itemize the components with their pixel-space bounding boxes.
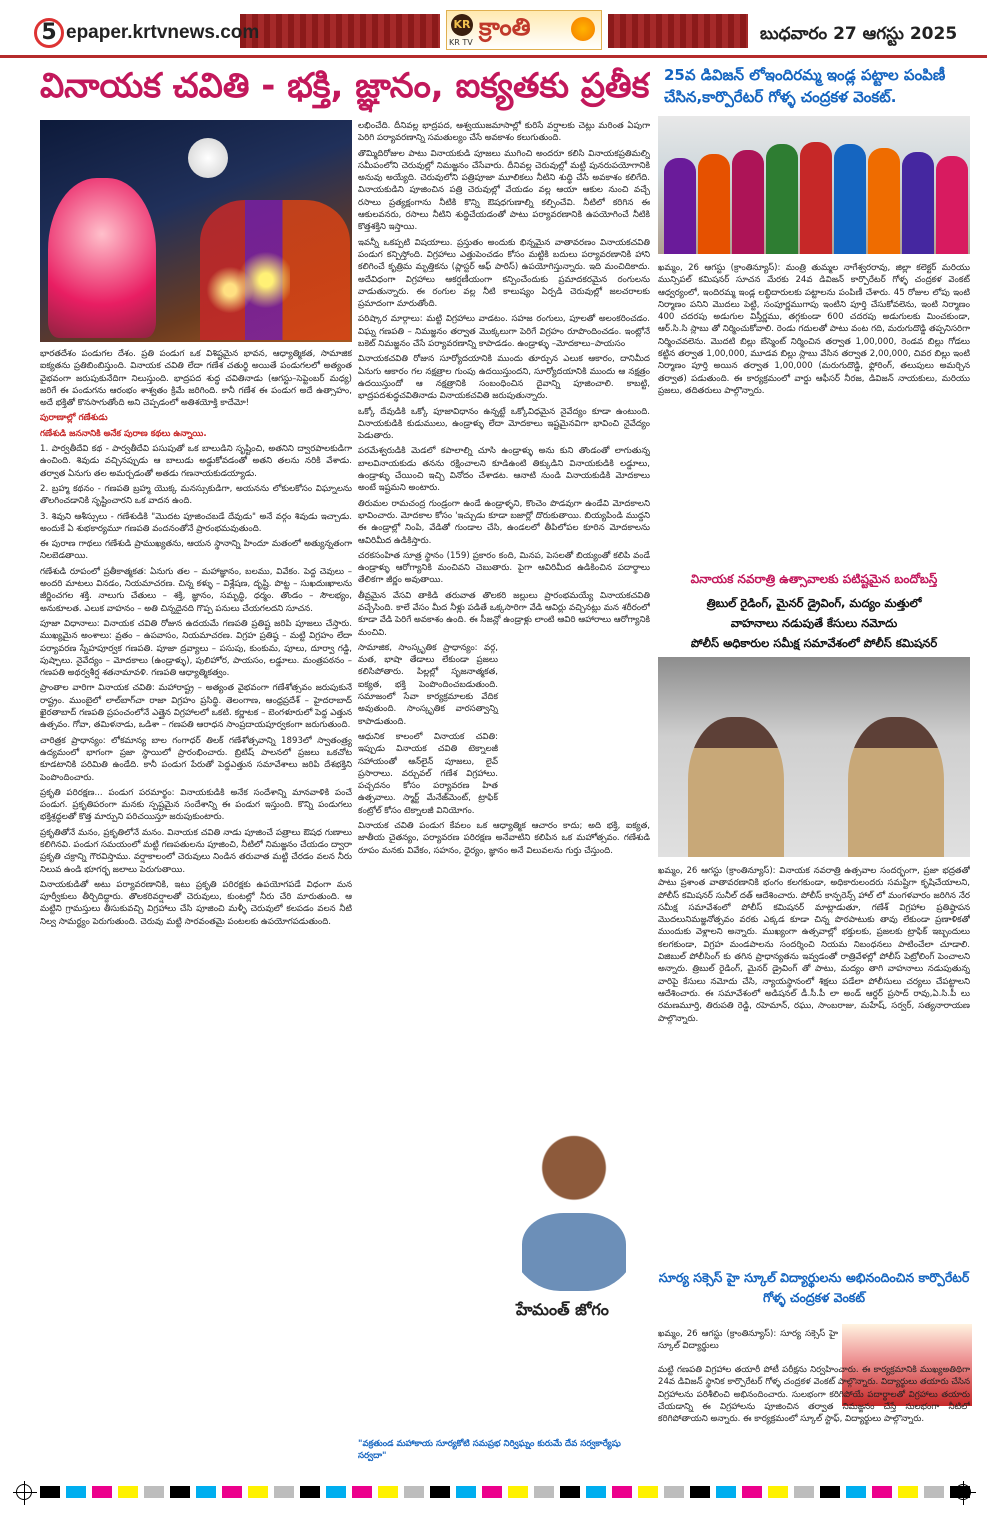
person-figure [868,148,900,254]
paragraph: పరమేశ్వరుడికి మెడలో కపాలాల్ని చూసి ఉండ్రాళ్ళు అను కుని తొండంతో లాగుతున్న బాలవినాయకుడు తనను రక్షించాలని కూడిఉంటి తిక్కుడిని వినాయకుడికి లడ్డూలు, ఉండ్రాళ్ళు చేయించి ఇచ్చి వినోదం చేశాడట. ఆనాటి నుండి వినాయకుడికి మోదకాలు అంటే ఇష్టమని అంటారు. [358,446,650,494]
pattalu-headline: 25వ డివిజన్ లోఇందిరమ్మ ఇండ్ల పట్టాల పంపిణీ చేసిన,కార్పొరేటర్ గోళ్ళ చంద్రకళ వెంకట్. [664,66,946,106]
students-headline: సూర్య సక్సెస్ హై స్కూల్ విద్యార్థులను అభినందించిన కార్పొరేటర్ గోళ్ళ చంద్రకళ వెంకట్ [658,1270,970,1305]
paragraph: ఈ పురాణ గాథలు గణేశుడి ప్రాముఖ్యతను, ఆయన స్థానాన్ని హిందూ మతంలో అత్యున్నతంగా నిలబెడతాయి. [40,539,352,562]
paragraph: వినాయకుడితో అటు పర్యావరణానికి, ఇటు ప్రకృతి పరిరక్షకు ఉపయోగపడే విధంగా మన పూర్వీకులు తీర్చిదిద్దారు. తొలకరివర్షాలతో చెరువులు, కుంటల్లో నీరు చేరి మారుతుంది. ఆ మట్టిని గ్రామస్తులు తీసుకువచ్చి విగ్రహాలు చేసి పూజించి మళ్ళీ చెరువులో కలపడం వలన నీటి నిల్వ సామర్థ్యం పెరుగుతుంది. చెరువు మట్టి సారవంతమై పంటలకు ఉపయోగపడుతుంది. [40,879,352,927]
person-figure [936,156,968,254]
pattalu-distribution-photo [658,116,970,254]
moon-shape [188,138,228,178]
person-figure [834,144,866,254]
police-article-body: ఖమ్మం, 26 ఆగస్టు (క్రాంతిన్యూస్): వినాయక నవరాత్రి ఉత్సవాల సందర్భంగా, ప్రజా భద్రతతో పాటు ప్రశాంత వాతావరణానికి భంగం కలగకుండా, అధికారులందరు సమష్టిగా కృషిచేయాలని, పోలీస్ కమిషనర్ సునీల్ దత్ ఆదేశించారు. పోలీస్ కాన్ఫరెన్స్ హాల్ లో మంగళవారం జరిగిన నేర సమీక్ష సమావేశంలో పోలీస్ కమిషనర్ మాట్లాడుతూ, గణేశ్ విగ్రహాల ప్రతిష్ఠాపన మొదలునిమజ్జనోత్సవం వరకు ఎక్కడ కూడా చిన్న పొరపాటుకు తావు లేకుండా ప్రణాళికతో ముందుకు వెళ్లాలని అన్నారు. ముఖ్యంగా ఉత్సవాల్లో భక్తులకు, ప్రజలకు ట్రాఫిక్ ఇబ్బందులు కలగకుండా, విగ్రహ మండపాలను సందర్శించి నియమ నిబంధనలు పాటించేలా చూడాలి. విజిబుల్ పోలీసింగ్ కు తగిన ప్రాధాన్యతను ఇవ్వడంతో రాత్రివేళల్లో పోలీస్ పెట్రోలింగ్ పెంచాలని అన్నారు. త్రిబుల్ రైడింగ్, మైనర్ డ్రైవింగ్ తో పాటు, మద్యం తాగి వాహనాలు నడుపుతున్న వారిపై కేసులు నమోదు చేసి, న్యాయస్థానంలో శిక్షలు పడేలా పోలీసులు చర్యలు చేపట్టాలని ఆదేశించారు. ఈ సమావేశంలో అడిషనల్ డీ.సీ.పీ లా అండ్ ఆర్డర్ ప్రసాద్ రావు,ఏ.సి.పీ లు రమణమూర్తి, తిరుపతి రెడ్డి, రహెమాన్, రఘు, సాంబరాజు, మహేష్, సర్వర్, సత్యనారాయణ పాల్గొన్నారు. [658,866,970,1024]
paragraph: లభించేది. దీనివల్ల భాద్రపద, ఆశ్వయుజమాసాల్లో కురిసే వర్షాలకు చెట్లు మరింత ఏపుగా పెరిగి పర్యావరణాన్ని సమతుల్యం చేసే అవకాశం కలుగుతుంది. [358,121,650,144]
paragraph: ప్రకృతి పరిరక్షణ... పండుగ పరమార్థం: వినాయకుడికి అనేక సందేశాన్ని మానవాళికి పంచే పండుగ. ప్రకృతిపరంగా మనకు స్పష్టమైన సందేశాన్ని ఈ పండుగ ఇస్తుంది. కొన్ని పండుగలు భక్తిశ్రద్ధలతో కొత్త మార్పుని పరిచయిస్తూ జరుపుకుంటారు. [40,787,352,823]
police-subhead-2: వాహనాలు నడుపుతే కేసులు నమోదు [730,616,898,630]
dateline: బుధవారం 27 ఆగస్టు 2025 [760,24,958,44]
brand-name: క్రాంతి [479,13,531,41]
paragraph: గణేశుడి రూపంలో ప్రతీకాత్మకత: ఏనుగు తల – మహాజ్ఞానం, బలము, వివేకం. పెద్ద చెవులు – అందరి మాటలు వినడం, నియమాచరణ. చిన్న కళ్ళు – విశ్లేషణ, దృష్టి. పొట్ట – సుఖదుఃఖాలను జీర్ణించగల శక్తి. నాలుగు చేతులు – శక్తి, జ్ఞానం, సమృద్ధి, ధర్మం. తొండం – సౌలభ్యం, అనుకూలత. ఎలుక వాహనం – అతి చిన్నదైనది గొప్ప పనులు చేయగలదని సూచన. [40,566,352,614]
registration-mark-icon [16,1484,32,1500]
police-meeting-photo [658,657,970,857]
person-figure [732,150,764,254]
pattalu-article-body: ఖమ్మం, 26 ఆగస్టు (క్రాంతిన్యూస్): మంత్రి తుమ్మల నాగేశ్వరరావు, జిల్లా కలెక్టర్ మరియు మున్సిపల్ కమిషనర్ సూచన మేరకు 24వ డివిజన్ కార్పొరేటర్ గోళ్ళ చంద్రకళ వెంకట్ ఆధ్వర్యంలో, ఇందిరమ్మ ఇండ్ల లబ్ధిదారులకు పట్టాలను పంపిణీ చేశారు. 45 రోజుల లోపు ఇంటి నిర్మాణం పనిని మొదలు పెట్టి, సంపూర్ణముగాపు ఇంటిని పూర్తి చేసుకోవలెను, ఇంటి నిర్మాణం 400 చదరపు అడుగుల విస్తీర్ణము, తగ్గకుండా 600 చదరపు అడుగులకు మించకుండా, ఆర్.సి.సి స్లాబు తో నిర్మించుకోవాలి. రెండు గదులతో పాటు వంట గది, మరుగుదొడ్డి తప్పనిసరిగా నిర్మించవలెను. మొదటి బిల్లు బేస్మెంట్ నిర్మించిన తర్వాత 1,00,000, రెండవ బిల్లు గోడలు కట్టిన తర్వాత 1,00,000, మూడవ బిల్లు స్లాబు వేసిన తర్వాత 2,00,000, చివర బిల్లు ఇంటి నిర్మాణం పూర్తి అయిన తర్వాత 1,00,000 (మరుగుదొడ్డి, ఫ్లోరింగ్, తలుపులు అమర్చిన తర్వాత) పడుతుంది. ఈ కార్యక్రమంలో వార్డు ఆఫీసర్ నీరజ, డివిజన్ నాయకులు, మరియు ప్రజలు, తదితరులు పాల్గొన్నారు. [658,263,970,396]
paragraph: ప్రాంతాల వారిగా వినాయక చవితి: మహారాష్ట్ర – అత్యంత వైభవంగా గణేశోత్సవం జరుపుకునే రాష్ట్రం. ముంబైలో లాల్‌బాగ్‌చా రాజా విగ్రహం ప్రసిద్ధి. తెలంగాణ, ఆంధ్రప్రదేశ్ – హైదరాబాద్ ఖైరతాబాద్ గణపతి ప్రపంచంలోనే ఎత్తైన విగ్రహాలలో ఒకటి. కర్ణాటక – బెంగళూరులో పెద్ద ఎత్తున ఉత్సవం. గోవా, తమిళనాడు, ఒడిశా – గణపతి ఆరాధన సాంప్రదాయపూర్వకంగా జరుగుతుంది. [40,683,352,731]
police-subhead-3: పోలీస్ అధికారుల సమీక్ష సమావేశంలో పోలీస్ కమిషనర్ [690,636,938,650]
paragraph: వినాయక చవితి పండుగ కేవలం ఒక ఆధ్యాత్మిక ఆచారం కాదు; అది భక్తి, ఐక్యత, జాతీయ చైతన్యం, పర్యావరణ పరిరక్షణ అనేవాటిని కలిపిన ఒక మహోత్సవం. గణేశుడి రూపం మనకు వివేకం, సహనం, ధైర్యం, జ్ఞానం అనే విలువలను గుర్తు చేస్తుంది. [358,821,650,856]
person-figure [766,144,798,254]
paragraph: ఆధునిక కాలంలో వినాయక చవితి: ఇప్పుడు వినాయక చవితి టెక్నాలజీ సహాయంతో ఆన్‌లైన్ పూజలు, లైవ్ ప్రసారాలు. వర్చువల్ గణేశ విగ్రహాలు. పచ్చదనం కోసం పర్యావరణ హిత ఉత్సవాలు. స్మార్ట్ మేనేజ్‌మెంట్, ట్రాఫిక్ కంట్రోల్ కోసం టెక్నాలజీ వినియోగం. [358,731,498,816]
brand-logo [446,10,602,50]
paragraph: తొమ్మిదిరోజుల పాటు వినాయకుడి పూజలు ముగించి అందరూ కలిసి వినాయకప్రతిమల్ని సమీపంలోని చెరువుల్లో నిమజ్జనం చేసేవారు. దీనివల్ల చెరువుల్లో మట్టి పునరుపయోగానికి అనువు అయ్యేది. చెరువులోని పత్రిపూజా మూలికలు నీటిని శుద్ధి చేసే అవకాశం కలిగేది. వినాయకుడిని పూజించిన పత్రి చెరువుల్లో వేయడం వల్ల ఆయా ఆకుల నుంచి వచ్చే రసాలు ప్రత్యక్షంగాను నీటికి కొన్ని ఔషధగుణాల్ని కల్పించేవి. నీటిలో కరిగిన ఈ ఆకులవనరు, రసాలు నీటిని శుద్ధిచేయడంతో పాటు పర్యావరణానికి ఉపయోగించే నీటికి కొత్తశక్తిని ఇస్తాయి. [358,148,650,233]
masthead-ornament-right [608,14,748,48]
page-number: 5 [34,18,64,48]
paragraph: ఇవన్నీ ఒకప్పటి విషయాలు. ప్రస్తుతం అందుకు భిన్నమైన వాతావరణం వినాయకచవితి పండుగ కన్పిస్తోంది. విగ్రహాలు ఎత్తుపెంచడం కోసం మట్టికి బదులు పర్యావరణానికి హాని కలిగించే కృత్రిమ మృత్తికను (ప్లాస్టర్ ఆఫ్ పారిస్) ఉపయోగిస్తున్నారు. ఇది మంచిదికాదు. అదేవిధంగా విగ్రహాలు ఆకర్షణీయంగా కన్పించేందుకు ప్రమాదకరమైన రంగులను వాడుతున్నారు. ఈ రంగుల వల్ల నీటి కాలుష్యం ఏర్పడి చెరువుల్లో జలచరాలకు ప్రమాదంగా మారుతోంది. [358,237,650,310]
person-figure [800,142,832,254]
author-shirt-shape [522,1213,626,1291]
officer-figure [848,717,944,857]
print-color-bar [40,1486,970,1498]
main-headline: వినాయక చవితి - భక్తి, జ్ఞానం, ఐక్యతకు ప్రతీక [40,66,650,106]
person-figure [664,158,696,254]
paragraph: పూజా విధానాలు: వినాయక చవితి రోజున ఉదయమే గణపతి ప్రతిష్ట జరిపి పూజలు చేస్తారు. ముఖ్యమైన అంశాలు: వ్రతం – ఉపవాసం, నియమాచరణ. విగ్రహ ప్రతిష్ఠ – మట్టి విగ్రహం లేదా పర్యావరణ స్నేహపూర్వక గణపతి. పూజా ద్రవ్యాలు – పసుపు, కుంకుమ, పూలు, దూర్వా గడ్డి, పుష్పాలు. నైవేద్యం – మోదకాలు (ఉండ్రాళ్ళు), పులిహోర, పాయసం, లడ్డూలు. మంత్రపఠనం – గణపతి అథర్వశీర్ష శతనామావళి. గణపతి ఆధ్యాత్మికత్వం. [40,618,352,679]
ganesha-idol-shape [48,178,156,338]
paragraph: 2. బ్రహ్మ కథనం - గణపతి బ్రహ్మ యొక్క మనస్సుకుడిగా, అయనను లోకులకోసం విఘ్నాలను తొలగించడానికి సృష్టించారని ఒక వాదన ఉంది. [40,483,352,507]
paragraph: ప్రకృతితోనే మనం, ప్రకృతిలోనే మనం. వినాయక చవితి నాడు పూజించే పత్రాలు ఔషధ గుణాలు కలిగినవి. పండుగ సమయంలో మట్టి గణపతులను పూజించి, నీటిలో నిమజ్జనం చేయడం ద్వారా ప్రకృతి చక్రాన్ని గౌరవిస్తాము. వర్షాకాలంలో చెరువులు నిండిన తరువాత మట్టి చేరడం వలన నీరు నిలువ ఉండి భూగర్భ జలాలు పెరుగుతాయి. [40,827,352,875]
masthead [0,0,987,58]
subheading: పురాణాల్లో గణేశుడు [40,413,108,424]
closing-quote: "వక్రతుండ మహాకాయ సూర్యకోటి సమప్రభ నిర్విఘ్నం కురుమే దేవ సర్వకార్యేషు సర్వదా" [358,1439,621,1461]
police-headline: వినాయక నవరాత్రి ఉత్సావాలకు పటిష్టమైన బందోబస్త్ [690,572,938,586]
paragraph: 1. పార్వతీదేవి కథ - పార్వతీదేవి పసుపుతో ఒక బాలుడిని సృష్టించి, అతనిని ద్వారపాలకుడిగా ఉంచింది. శివుడు వచ్చినప్పుడు ఆ బాలుడు అడ్డుకోవడంతో అతని తలను నరికి వేశాడు. తర్వాత ఏనుగు తల అమర్చడంతో అతడు గణనాయకుడయ్యాడు. [40,444,352,479]
paragraph: వినాయకచవితి రోజున సూర్యోదయానికి ముందు తూర్పున ఎలుక ఆకారం, దానిమీద ఏనుగు ఆకారం గల నక్షత్రాల గుంపు ఉదయిస్తుందని, సూర్యోదయానికి ముందు ఆ నక్షత్రం ఉదయిస్తుందో ఆ నక్షత్రానికి సంబంధించిన దైవాన్ని పూజించాలి. కాబట్టి, భాద్రపదశుద్ధచవితినాడు వినాయకచవితి జరుపుతున్నారు. [358,354,650,402]
paragraph: పరిష్కార మార్గాలు: మట్టి విగ్రహాలు వాడటం. సహజ రంగులు, పూలతో అలంకరించడం. విఘ్న గణపతి – నిమజ్జనం తర్వాత మొక్కలుగా పెరిగే విగ్రహం రూపొందించడం. ఇంట్లోనే బకెట్ నిమజ్జనం చేసే పర్యావరణాన్ని కాపాడడం. ఉండ్రాళ్ళు –మోదకాలు–పాయసం [358,314,650,350]
sun-icon [571,17,595,41]
paragraph: 3. శివుని ఆశీస్సులు - గణేశుడికి "మొదట పూజించబడే దేవుడు" అనే వర్గం శివుడు ఇచ్చాడు. అందుకే ఏ శుభకార్యమూ గణపతి వందనంతోనే ప్రారంభమవుతుంది. [40,511,352,534]
paragraph: తిరుమల రామచంద్ర గుండ్రంగా ఉండే ఉండ్రాళ్ళని, కొంచెం పొడవుగా ఉండేవి మోదకాలని భావించారు. మోదకాల కోసం 'ఇచ్చుడు కూడా బజార్లో దొరుకుతాయి. బియ్యపిండి ముద్దని ఈ ఉండ్రాల్లో నింపి, వేడితో గుండాల చేసి, ఉండలలో తీపిలోపల కూరిన మోదకాలను ఆవిరిమీద ఉడికిస్తారు. [358,498,650,546]
ganesha-celebration-photo [40,120,352,342]
subheading: గణేశుడి జననానికి అనేక పురాణ కథలు ఉన్నాయి. [40,428,207,439]
main-article-col1 [40,348,352,1478]
paragraph: చారిత్రక ప్రాధాన్యం: లోకమాన్య బాల గంగాధర్ తిలక్ గణేశోత్సవాన్ని 1893లో స్వాతంత్ర్య ఉద్యమంలో భాగంగా ప్రజా స్థాయిలో ప్రారంభించారు. బ్రిటిష్ పాలనలో ప్రజలు ఒకచోట కూడటానికి పరిమితి ఉండేది. కానీ పండుగ పేరుతో పెద్దఎత్తున సమావేశాలు జరిపి దేశభక్తిని పెంపొందించారు. [40,735,352,783]
brand-sub: KR TV [449,38,473,47]
students-article-lead: ఖమ్మం, 26 ఆగస్టు (క్రాంతిన్యూస్): సూర్య సక్సెస్ హై స్కూల్ విద్యార్థులు [658,1329,838,1352]
site-url[interactable]: epaper.krtvnews.com [66,22,260,43]
masthead-ornament-left [240,14,440,48]
paragraph: సామాజిక, సాంస్కృతిక ప్రాధాన్యం: వర్గ, మత, భాషా తేడాలు లేకుండా ప్రజలు కలిసిపోతారు. పిల్లల్లో సృజనాత్మకత, ఐక్యత, భక్తి పెంపొందించబడుతుంది. సమాజంలో సేవా కార్యక్రమాలకు వేదిక అవుతుంది. సాంస్కృతిక వారసత్వాన్ని కాపాడుతుంది. [358,642,498,727]
person-figure [902,152,934,254]
registration-mark-icon [955,1484,971,1500]
students-article-body: మట్టి గణపతి విగ్రహాల తయారీ పోటీ పరీక్షను నిర్వహించారు. ఈ కార్యక్రమానికి ముఖ్యఅతిథిగా 24వ డివిజన్ స్థానిక కార్పొరేటర్ గోళ్ళ చంద్రకళ వెంకట్ పాల్గొన్నారు. విద్యార్థులు తయారు చేసిన విగ్రహాలను పరిశీలించి అభినందించారు. సులభంగా కరిగిపోయే పదార్థాలతో విగ్రహాలు తయారు చేయడాన్ని ఈ విగ్రహాలను పూజించిన తర్వాత నిమజ్జనం చేస్తే సులభంగా నీటిలో కరిగిపోతాయని అన్నారు. ఈ కార్యక్రమంలో స్కూల్ స్టాఫ్, విద్యార్థులు పాల్గొన్నారు. [658,1365,970,1425]
police-subhead-1: త్రిబుల్ రైడింగ్, మైనర్ డ్రైవింగ్, మద్యం మత్తులో [706,596,922,610]
paragraph: తీవ్రమైన వేసవి తాకిడి తరువాత తొలకరి జల్లులు ప్రారంభమయ్యే వినాయకచవితి వచ్చేసింది. కాలే వేసం మీద నీళ్లు పడితే ఒక్కసారిగా వేడి ఆవిర్లు వచ్చినట్లు మన శరీరంలో కూడా వేడి పెరిగే అవకాశం ఉంది. ఈ సీజన్లో ఉండ్రాళ్లు లాంటి ఆవిరి ఆహారాలు ఆరోగ్యానికి మంచివి. [358,590,650,638]
sparkler-shape [170,240,290,340]
author-name: హేమంత్ జోగం [516,1300,609,1319]
author-photo [504,1115,644,1291]
krtv-logo-icon: KR [451,14,473,36]
person-figure [698,154,730,254]
paragraph: భారతదేశం పండుగల దేశం. ప్రతి పండుగ ఒక విశిష్టమైన భావన, ఆధ్యాత్మికత, సామాజిక ఐక్యతను ప్రతిబింబిస్తుంది. వినాయక చవితి లేదా గణేశ చతుర్థి అయితే పండుగలలో అత్యంత వైభవంగా జరుపుకునేదిగా నిలుస్తుంది. భాద్రపద శుద్ధ చవితినాడు (ఆగస్టు–సెప్టెంబర్ మధ్య) జరిగే ఈ పండుగను ఆరంభం శాశ్వతం క్రిమే జరిగింది. కానీ గణేశ ఈ పండుగ అదే ఉత్సాహం, అదే భక్తితో కొనసాగుతోంది అని చెప్పడంలో అతిశయోక్తి కాదేమో! [40,349,352,409]
paragraph: ఒక్కో దేవుడికి ఒక్కో పూజావిధానం ఉన్నట్టే ఒక్కోవిధమైన నైవేద్యం కూడా ఉంటుంది. వినాయకుడికి కుడుములు, ఉండ్రాళ్ళు లేదా మోదకాలు ఇష్టమైనవిగా భావించి నైవేద్యం పెడుతారు. [358,406,650,442]
officer-figure [688,717,784,857]
paragraph: చరకసంహిత సూత్ర స్థానం (159) ప్రకారం కంది, మినప, పెసలతో బియ్యంతో కలిపి వండే ఉండ్రాళ్ళు ఆరోగ్యానికి మంచివని చెబుతారు. పైగా ఆవిరిమీద ఉడికించిన పదార్థాలు తేలికగా జీర్ణం అవుతాయి. [358,550,650,586]
